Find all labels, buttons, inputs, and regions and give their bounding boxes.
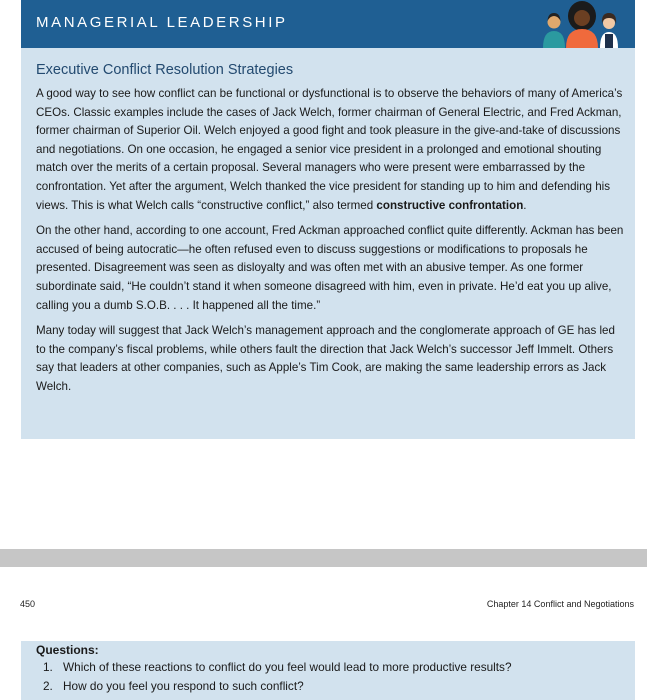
paragraph-1-end: . — [523, 198, 527, 212]
questions-heading: Questions: — [36, 643, 99, 657]
people-group-icon — [539, 0, 625, 48]
question-number: 2. — [43, 679, 53, 693]
paragraph-1 — [36, 85, 626, 215]
question-text: Which of these reactions to conflict do you feel would lead to more productive results? — [63, 660, 512, 674]
page-number: 450 — [20, 599, 36, 609]
questions-list — [43, 658, 512, 696]
chapter-label: Chapter 14 Conflict and Negotiations — [486, 599, 634, 609]
page-break-band — [0, 549, 647, 567]
questions-box — [21, 641, 635, 700]
case-title: Executive Conflict Resolution Strategies — [36, 62, 294, 78]
section-header — [21, 0, 635, 48]
paragraph-1-text: A good way to see how conflict can be functional or dysfunctional is to observe the behaviors of many of America’s CEOs. Classic examples include the cases of Jack Welch, former chairman of General Electric, and Fred Ackman, former chairman of Superior Oil. Welch enjoyed a good fight and took pleasure in the give-and-take of discussions and negotiations. On one occasion, he engaged a senior vice president in a prolonged and emotional shouting match over the merits of a certain proposal. Several managers who were present were embarrassed by the confrontation. Yet after the argument, Welch thanked the vice president for standing up to him and defending his views. This is what Welch calls “constructive conflict,” also termed — [36, 87, 623, 212]
section-title: MANAGERIAL LEADERSHIP — [36, 14, 288, 31]
question-text: How do you feel you respond to such conflict? — [63, 679, 304, 693]
case-body — [36, 85, 626, 404]
paragraph-2: On the other hand, according to one account, Fred Ackman approached conflict quite differently. Ackman has been accused of being autocratic—he often refused even to discuss suggestions or modifications to proposals he presented. Disagreement was seen as disloyalty and was often met with an abusive temper. As one former subordinate said, “He couldn’t stand it when someone disagreed with him, even in private. He’d eat you up alive, calling you a dumb S.O.B. . . . It happened all the time.” — [36, 224, 624, 312]
question-item — [43, 658, 512, 677]
paragraph-3: Many today will suggest that Jack Welch’s management approach and the conglomerate approach of GE has led to the company’s fiscal problems, while others fault the direction that Jack Welch’s successor Jeff Immelt. Others say that leaders at other companies, such as Apple’s Tim Cook, are making the same leadership errors as Jack Welch. — [36, 324, 615, 393]
key-term: constructive confrontation — [376, 198, 524, 212]
question-number: 1. — [43, 660, 53, 674]
case-box — [21, 48, 635, 439]
question-item — [43, 677, 512, 696]
